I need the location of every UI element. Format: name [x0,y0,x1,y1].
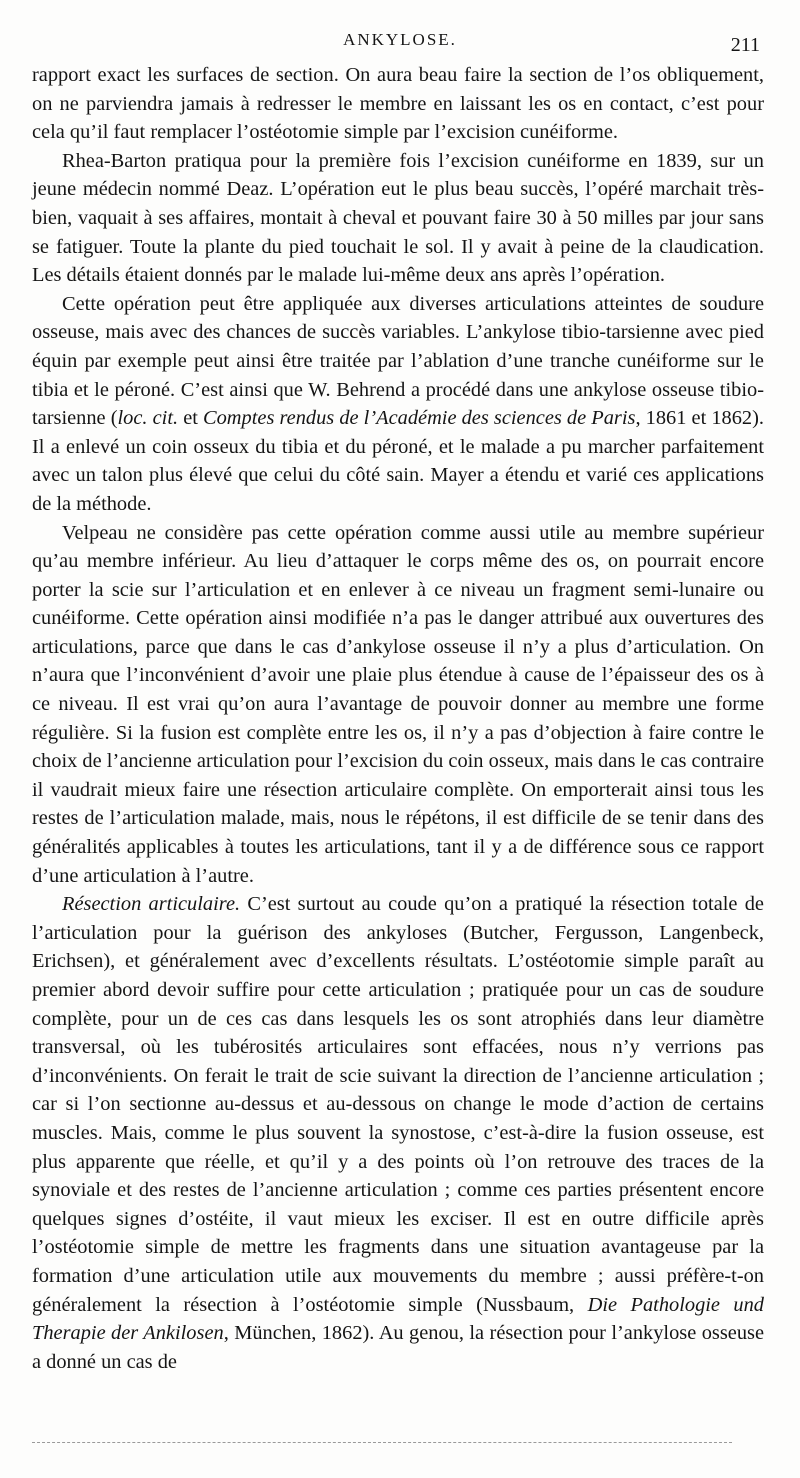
paragraph-3-text-a: Cette opération peut être appliquée aux diverses articulations atteintes de soudure osseuse, mais avec des chances de succès variables. L’ankylose tibio-tarsienne avec pied équin par exemple peut ainsi être traitée par l’ablation d’une tranche cunéiforme sur le tibia et le péroné. C’est ainsi que W. Behrend a procédé dans une ankylose osseuse tibio-tarsienne ( [32,292,764,430]
section-heading-resection: Résection articulaire. [62,893,241,916]
paragraph-1: rapport exact les surfaces de section. On aura beau faire la section de l’os obliquement, on ne parviendra jamais à redresser le membre en laissant les os en contact, c’est pour cela qu’il faut remplacer l’ostéotomie simple par l’excision cunéiforme. [32,64,764,144]
running-title: ANKYLOSE. [343,30,457,49]
paragraph-5-text-b: , München, 1862). Au genou, la résection pour l’ankylose osseuse a donné un cas de [32,1322,764,1373]
paragraph-5-text-a: C’est surtout au coude qu’on a pratiqué la résection totale de l’articulation pour la guérison des ankyloses (Butcher, Fergusson, Langenbeck, Erichsen), et généralement avec d’excellents résultats. L’ostéotomie simple paraît au premier abord devoir suffire pour cette articulation ; pratiquée pour un cas de soudure complète, pour un de ces cas dans lesquels les os sont atrophiés dans leur diamètre transversal, où les tubérosités articulaires sont effacées, nous n’y verrions pas d’inconvénients. On ferait le trait de scie suivant la direction de l’ancienne articulation ; car si l’on sectionne au-dessus et au-dessous on change le mode d’action de certains muscles. Mais, comme le plus souvent la synostose, c’est-à-dire la fusion osseuse, est plus apparente que réelle, et qu’il y a des points où l’on retrouve des traces de la synoviale et des restes de l’ancienne articulation ; comme ces parties présentent encore quelques signes d’ostéite, il vaut mieux les exciser. Il est en outre difficile après l’ostéotomie simple de mettre les fragments dans une situation avantageuse par la formation d’une articulation utile aux mouvements du membre ; aussi préfère-t-on généralement la résection à l’ostéotomie simple (Nussbaum, [32,893,764,1316]
page-number: 211 [730,34,760,56]
citation-die-pathologie: Die Pathologie und Therapie der Ankilosen [32,1293,765,1345]
paragraph-5 [32,890,764,1376]
footer-rule [32,1442,732,1443]
paragraph-3-text-b: , 1861 et 1862). Il a enlevé un coin osseux du tibia et du péroné, et le malade a pu marcher parfaitement avec un talon plus élevé que celui du côté sain. Mayer a étendu et varié ces applications de la méthode. [32,407,765,515]
citation-loc-cit: loc. cit. [117,407,179,430]
paragraph-2: Rhea-Barton pratiqua pour la première fois l’excision cunéiforme en 1839, sur un jeune médecin nommé Deaz. L’opération eut le plus beau succès, l’opéré marchait très-bien, vaquait à ses affaires, montait à cheval et pouvant faire 30 à 50 milles par jour sans se fatiguer. Toute la plante du pied touchait le sol. Il y avait à peine de la claudication. Les détails étaient donnés par le malade lui-même deux ans après l’opération. [32,149,764,287]
body-text [32,61,764,1376]
citation-comptes-rendus: Comptes rendus de l’Académie des sciences de Paris [203,407,636,430]
paragraph-4: Velpeau ne considère pas cette opération comme aussi utile au membre supérieur qu’au membre inférieur. Au lieu d’attaquer le corps même des os, on pourrait encore porter la scie sur l’articulation et en enlever à ce niveau un fragment semi-lunaire ou cunéiforme. Cette opération ainsi modifiée n’a pas le danger attribué aux ouvertures des articulations, parce que dans le cas d’ankylose osseuse il n’y a plus d’articulation. On n’aura que l’inconvénient d’avoir une plaie plus étendue à cause de l’épaisseur des os à ce niveau. Il est vrai qu’on aura l’avantage de pouvoir donner au membre une forme régulière. Si la fusion est complète entre les os, il n’y a pas d’objection à faire contre le choix de l’ancienne articulation pour l’excision du coin osseux, mais dans le cas contraire il vaudrait mieux faire une résection articulaire complète. On emporterait ainsi tous les restes de l’articulation malade, mais, nous le répétons, il est difficile de se tenir dans des généralités applicables à toutes les articulations, tant il y a de différence sous ce rapport d’une articulation à l’autre. [32,521,764,887]
paragraph-3-et: et [178,407,204,430]
running-head [0,30,800,56]
paragraph-3 [32,290,764,519]
